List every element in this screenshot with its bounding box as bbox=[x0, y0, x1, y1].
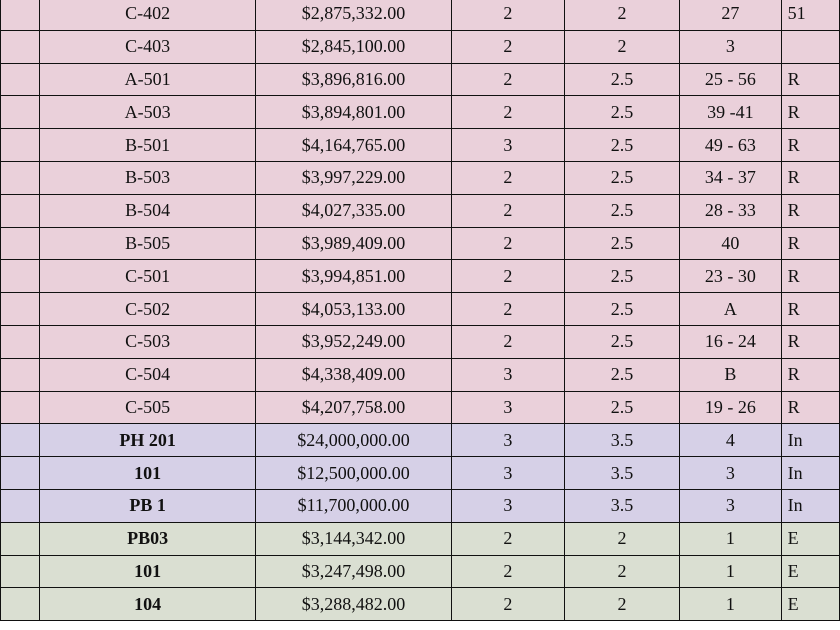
bedrooms-cell: 2 bbox=[451, 293, 564, 326]
bathrooms-cell: 2.5 bbox=[564, 260, 679, 293]
unit-cell: C-403 bbox=[40, 30, 256, 63]
table-row bbox=[1, 227, 840, 260]
price-cell: $3,989,409.00 bbox=[256, 227, 452, 260]
unit-cell: B-505 bbox=[40, 227, 256, 260]
table-row bbox=[1, 325, 840, 358]
unit-cell: PB 1 bbox=[40, 489, 256, 522]
table-row bbox=[1, 588, 840, 621]
bathrooms-cell: 2 bbox=[564, 522, 679, 555]
bedrooms-cell: 2 bbox=[451, 194, 564, 227]
unit-cell: 104 bbox=[40, 588, 256, 621]
table-row bbox=[1, 129, 840, 162]
bedrooms-cell: 3 bbox=[451, 391, 564, 424]
row-marker-cell bbox=[1, 30, 40, 63]
price-cell: $3,247,498.00 bbox=[256, 555, 452, 588]
truncated-cell: In bbox=[781, 457, 839, 490]
bathrooms-cell: 3.5 bbox=[564, 457, 679, 490]
table-row bbox=[1, 358, 840, 391]
row-marker-cell bbox=[1, 325, 40, 358]
bathrooms-cell: 3.5 bbox=[564, 424, 679, 457]
price-cell: $24,000,000.00 bbox=[256, 424, 452, 457]
range-cell: A bbox=[680, 293, 782, 326]
unit-cell: 101 bbox=[40, 457, 256, 490]
table-row bbox=[1, 489, 840, 522]
unit-cell: C-505 bbox=[40, 391, 256, 424]
unit-cell: C-503 bbox=[40, 325, 256, 358]
unit-cell: C-501 bbox=[40, 260, 256, 293]
price-cell: $3,994,851.00 bbox=[256, 260, 452, 293]
truncated-cell: R bbox=[781, 325, 839, 358]
row-marker-cell bbox=[1, 161, 40, 194]
truncated-cell: E bbox=[781, 555, 839, 588]
bedrooms-cell: 2 bbox=[451, 161, 564, 194]
range-cell: 1 bbox=[680, 522, 782, 555]
bathrooms-cell: 2 bbox=[564, 0, 679, 30]
table-row bbox=[1, 260, 840, 293]
row-marker-cell bbox=[1, 129, 40, 162]
bedrooms-cell: 3 bbox=[451, 358, 564, 391]
bathrooms-cell: 2.5 bbox=[564, 325, 679, 358]
truncated-cell bbox=[781, 30, 839, 63]
row-marker-cell bbox=[1, 63, 40, 96]
bedrooms-cell: 2 bbox=[451, 260, 564, 293]
price-cell: $3,997,229.00 bbox=[256, 161, 452, 194]
price-cell: $12,500,000.00 bbox=[256, 457, 452, 490]
range-cell: 40 bbox=[680, 227, 782, 260]
bathrooms-cell: 2.5 bbox=[564, 161, 679, 194]
unit-cell: C-402 bbox=[40, 0, 256, 30]
bathrooms-cell: 2.5 bbox=[564, 391, 679, 424]
bedrooms-cell: 3 bbox=[451, 457, 564, 490]
range-cell: 27 bbox=[680, 0, 782, 30]
bathrooms-cell: 2.5 bbox=[564, 227, 679, 260]
bedrooms-cell: 2 bbox=[451, 555, 564, 588]
truncated-cell: R bbox=[781, 358, 839, 391]
truncated-cell: 51 bbox=[781, 0, 839, 30]
row-marker-cell bbox=[1, 260, 40, 293]
range-cell: 19 - 26 bbox=[680, 391, 782, 424]
bedrooms-cell: 2 bbox=[451, 0, 564, 30]
bathrooms-cell: 2.5 bbox=[564, 96, 679, 129]
price-cell: $4,164,765.00 bbox=[256, 129, 452, 162]
table-row bbox=[1, 522, 840, 555]
unit-cell: PH 201 bbox=[40, 424, 256, 457]
bathrooms-cell: 2.5 bbox=[564, 63, 679, 96]
price-cell: $4,027,335.00 bbox=[256, 194, 452, 227]
table-row bbox=[1, 555, 840, 588]
price-cell: $11,700,000.00 bbox=[256, 489, 452, 522]
row-marker-cell bbox=[1, 0, 40, 30]
table-row bbox=[1, 391, 840, 424]
table-row bbox=[1, 161, 840, 194]
unit-cell: B-503 bbox=[40, 161, 256, 194]
range-cell: 3 bbox=[680, 30, 782, 63]
unit-cell: B-504 bbox=[40, 194, 256, 227]
truncated-cell: R bbox=[781, 194, 839, 227]
price-cell: $3,144,342.00 bbox=[256, 522, 452, 555]
table-row bbox=[1, 30, 840, 63]
row-marker-cell bbox=[1, 457, 40, 490]
bedrooms-cell: 2 bbox=[451, 96, 564, 129]
table-row bbox=[1, 457, 840, 490]
row-marker-cell bbox=[1, 391, 40, 424]
truncated-cell: R bbox=[781, 227, 839, 260]
range-cell: 16 - 24 bbox=[680, 325, 782, 358]
bathrooms-cell: 2.5 bbox=[564, 194, 679, 227]
truncated-cell: E bbox=[781, 588, 839, 621]
price-cell: $3,894,801.00 bbox=[256, 96, 452, 129]
range-cell: 3 bbox=[680, 457, 782, 490]
price-cell: $3,952,249.00 bbox=[256, 325, 452, 358]
bathrooms-cell: 2 bbox=[564, 555, 679, 588]
truncated-cell: In bbox=[781, 424, 839, 457]
unit-cell: A-501 bbox=[40, 63, 256, 96]
row-marker-cell bbox=[1, 293, 40, 326]
unit-cell: C-504 bbox=[40, 358, 256, 391]
range-cell: 49 - 63 bbox=[680, 129, 782, 162]
bedrooms-cell: 3 bbox=[451, 489, 564, 522]
table-row bbox=[1, 293, 840, 326]
bedrooms-cell: 2 bbox=[451, 227, 564, 260]
truncated-cell: R bbox=[781, 96, 839, 129]
row-marker-cell bbox=[1, 588, 40, 621]
row-marker-cell bbox=[1, 358, 40, 391]
truncated-cell: R bbox=[781, 161, 839, 194]
range-cell: 28 - 33 bbox=[680, 194, 782, 227]
unit-cell: A-503 bbox=[40, 96, 256, 129]
truncated-cell: R bbox=[781, 293, 839, 326]
row-marker-cell bbox=[1, 489, 40, 522]
row-marker-cell bbox=[1, 96, 40, 129]
bathrooms-cell: 2 bbox=[564, 588, 679, 621]
bedrooms-cell: 2 bbox=[451, 588, 564, 621]
table-row bbox=[1, 194, 840, 227]
range-cell: 4 bbox=[680, 424, 782, 457]
unit-cell: 101 bbox=[40, 555, 256, 588]
bedrooms-cell: 3 bbox=[451, 424, 564, 457]
bathrooms-cell: 3.5 bbox=[564, 489, 679, 522]
truncated-cell: R bbox=[781, 129, 839, 162]
range-cell: 3 bbox=[680, 489, 782, 522]
bathrooms-cell: 2.5 bbox=[564, 358, 679, 391]
range-cell: 34 - 37 bbox=[680, 161, 782, 194]
bedrooms-cell: 2 bbox=[451, 30, 564, 63]
bathrooms-cell: 2.5 bbox=[564, 129, 679, 162]
price-cell: $3,896,816.00 bbox=[256, 63, 452, 96]
unit-cell: C-502 bbox=[40, 293, 256, 326]
row-marker-cell bbox=[1, 555, 40, 588]
range-cell: B bbox=[680, 358, 782, 391]
table-row bbox=[1, 0, 840, 30]
range-cell: 23 - 30 bbox=[680, 260, 782, 293]
table-row bbox=[1, 96, 840, 129]
table-body bbox=[1, 0, 840, 621]
row-marker-cell bbox=[1, 522, 40, 555]
truncated-cell: In bbox=[781, 489, 839, 522]
truncated-cell: E bbox=[781, 522, 839, 555]
bedrooms-cell: 2 bbox=[451, 325, 564, 358]
row-marker-cell bbox=[1, 194, 40, 227]
price-cell: $2,875,332.00 bbox=[256, 0, 452, 30]
bedrooms-cell: 2 bbox=[451, 522, 564, 555]
range-cell: 39 -41 bbox=[680, 96, 782, 129]
price-cell: $4,053,133.00 bbox=[256, 293, 452, 326]
row-marker-cell bbox=[1, 227, 40, 260]
table-row bbox=[1, 424, 840, 457]
price-cell: $3,288,482.00 bbox=[256, 588, 452, 621]
price-cell: $4,207,758.00 bbox=[256, 391, 452, 424]
bedrooms-cell: 3 bbox=[451, 129, 564, 162]
range-cell: 1 bbox=[680, 555, 782, 588]
unit-cell: PB03 bbox=[40, 522, 256, 555]
table-row bbox=[1, 63, 840, 96]
row-marker-cell bbox=[1, 424, 40, 457]
truncated-cell: R bbox=[781, 63, 839, 96]
price-cell: $4,338,409.00 bbox=[256, 358, 452, 391]
bedrooms-cell: 2 bbox=[451, 63, 564, 96]
truncated-cell: R bbox=[781, 391, 839, 424]
price-cell: $2,845,100.00 bbox=[256, 30, 452, 63]
range-cell: 1 bbox=[680, 588, 782, 621]
truncated-cell: R bbox=[781, 260, 839, 293]
unit-cell: B-501 bbox=[40, 129, 256, 162]
bathrooms-cell: 2 bbox=[564, 30, 679, 63]
bathrooms-cell: 2.5 bbox=[564, 293, 679, 326]
range-cell: 25 - 56 bbox=[680, 63, 782, 96]
